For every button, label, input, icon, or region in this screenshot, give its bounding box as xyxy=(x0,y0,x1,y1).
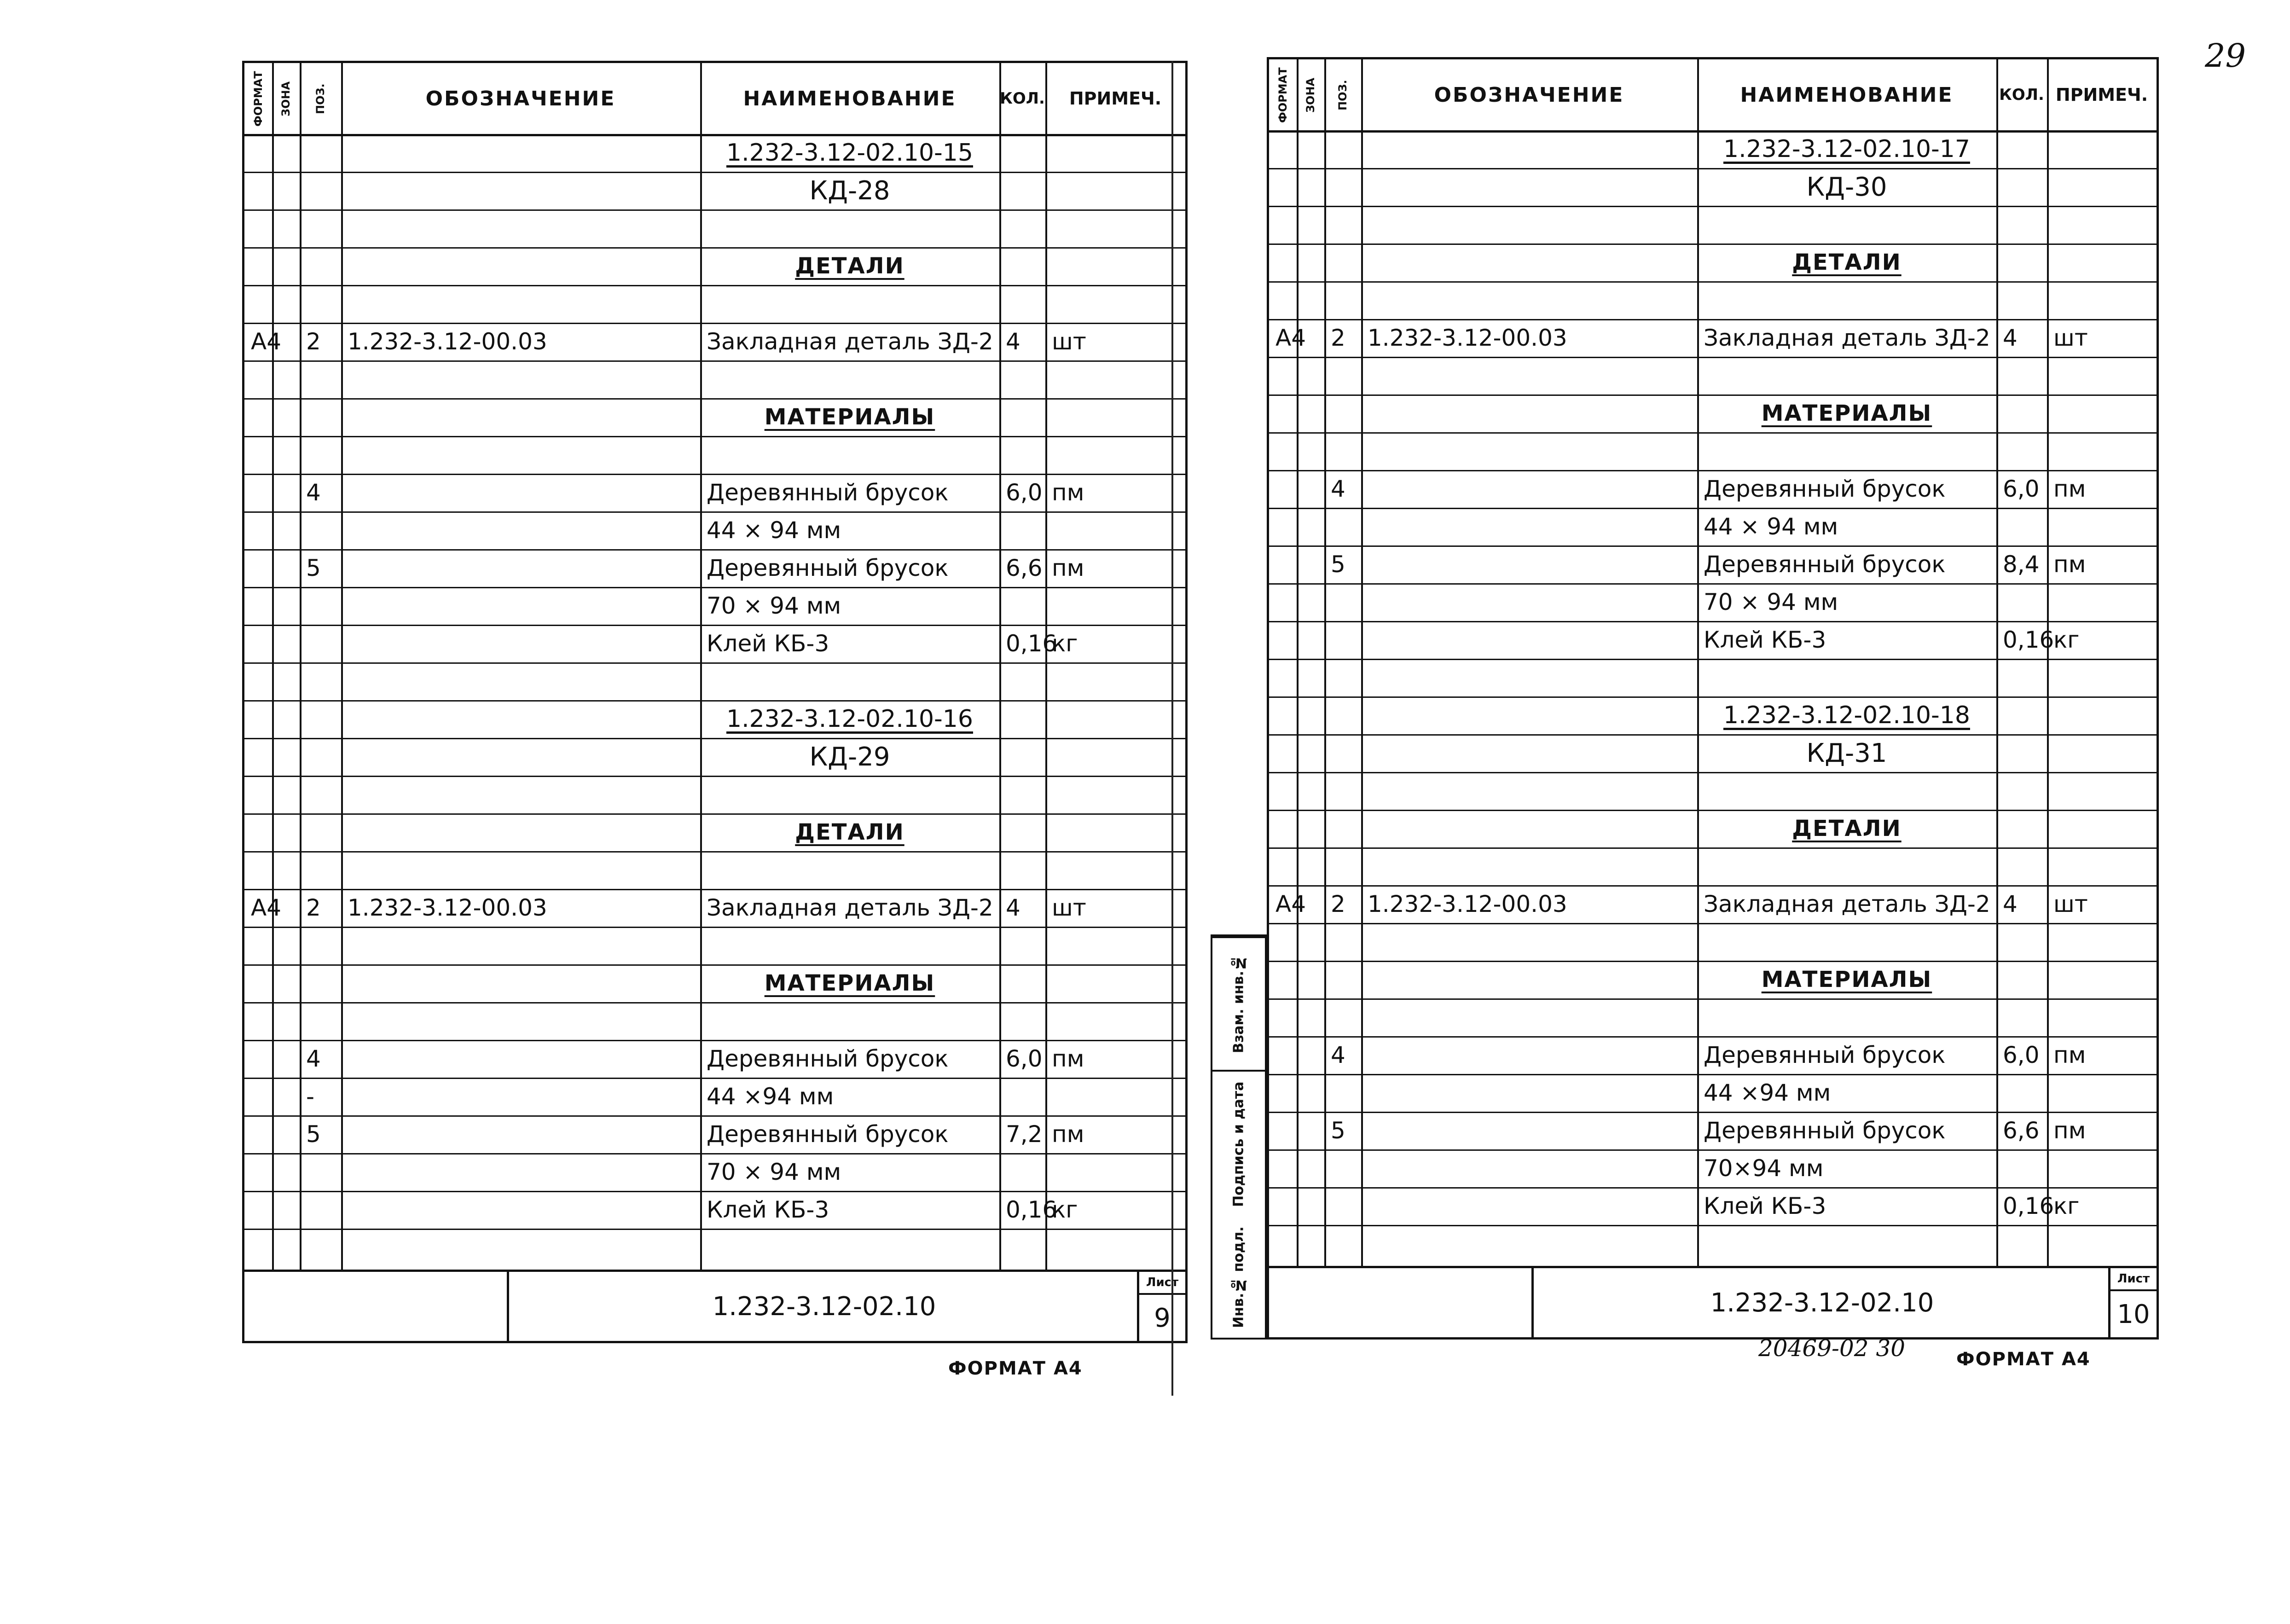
format-label-right: ФОРМАТ А4 xyxy=(1956,1349,2091,1370)
cell-pos: 2 xyxy=(306,894,321,921)
page-number: 29 xyxy=(2205,37,2246,75)
cell-name: 1.232-3.12-02.10-18 xyxy=(1723,702,1970,729)
approval-sidebar xyxy=(1211,934,1267,1340)
title-block xyxy=(1269,1266,2157,1337)
cell-qty: 6,0 xyxy=(2003,1042,2040,1068)
cell-designation: 1.232-3.12-00.03 xyxy=(348,894,547,921)
cell-name: КД-31 xyxy=(1806,738,1887,768)
cell-name: 1.232-3.12-02.10-17 xyxy=(1723,135,1970,163)
cell-note: пм xyxy=(1052,1045,1084,1072)
row-divider xyxy=(1269,659,2157,660)
cell-name: 70×94 мм xyxy=(1704,1155,1824,1182)
cell-qty: 0,16 xyxy=(2003,1193,2054,1219)
table-header xyxy=(244,63,1185,136)
cell-qty: 6,0 xyxy=(2003,476,2040,502)
cell-name: Деревянный брусок xyxy=(1704,551,1946,578)
cell-note: шт xyxy=(1052,328,1086,355)
cell-note: кг xyxy=(1052,630,1078,657)
cell-pos: 4 xyxy=(1331,476,1345,502)
cell-qty: 8,4 xyxy=(2003,551,2040,578)
cell-note: пм xyxy=(2053,476,2086,502)
row-divider xyxy=(1269,1225,2157,1226)
table-header xyxy=(1269,59,2157,133)
cell-name: Клей КБ-3 xyxy=(707,630,829,657)
cell-pos: 5 xyxy=(1331,551,1345,578)
cell-name: Деревянный брусок xyxy=(1704,1042,1946,1068)
row-divider xyxy=(1269,206,2157,207)
sidebar-label-3: Инв.№ подл. xyxy=(1230,1226,1247,1328)
cell-qty: 6,0 xyxy=(1006,479,1043,506)
cell-name: Закладная деталь ЗД-2 xyxy=(707,328,993,355)
cell-name: 1.232-3.12-02.10-15 xyxy=(726,139,973,167)
sheet-number: 10 xyxy=(2117,1299,2150,1329)
cell-qty: 4 xyxy=(1006,328,1020,355)
cell-qty: 4 xyxy=(2003,325,2018,351)
cell-designation: 1.232-3.12-00.03 xyxy=(1368,891,1567,917)
cell-qty: 7,2 xyxy=(1006,1121,1043,1148)
cell-note: кг xyxy=(1052,1196,1078,1223)
cell-name: ДЕТАЛИ xyxy=(1792,816,1902,841)
header-qty: КОЛ. xyxy=(1000,89,1045,108)
header-designation: ОБОЗНАЧЕНИЕ xyxy=(425,87,616,110)
cell-note: шт xyxy=(2053,891,2088,917)
cell-pos: 5 xyxy=(306,1121,321,1148)
cell-name: КД-30 xyxy=(1806,172,1887,202)
row-divider xyxy=(244,1002,1185,1003)
row-divider xyxy=(244,927,1185,928)
cell-name: Деревянный брусок xyxy=(707,555,949,581)
row-divider xyxy=(244,360,1185,362)
header-name: НАИМЕНОВАНИЕ xyxy=(743,87,957,110)
cell-note: пм xyxy=(1052,479,1084,506)
header-pos: ПОЗ. xyxy=(314,83,327,115)
cell-name: 70 × 94 мм xyxy=(707,1159,841,1185)
cell-qty: 0,16 xyxy=(1006,630,1057,657)
cell-name: ДЕТАЛИ xyxy=(1792,249,1902,275)
header-qty: КОЛ. xyxy=(1999,86,2044,104)
cell-name: КД-29 xyxy=(809,742,890,772)
row-divider xyxy=(1269,998,2157,1000)
cell-note: пм xyxy=(1052,555,1084,581)
header-pos: ПОЗ. xyxy=(1336,80,1349,111)
sheet-label: Лист xyxy=(2110,1268,2157,1291)
cell-name: МАТЕРИАЛЫ xyxy=(764,404,935,430)
format-label-left: ФОРМАТ А4 xyxy=(948,1358,1083,1379)
fold-divider xyxy=(1171,61,1173,1396)
cell-pos: 2 xyxy=(1331,325,1345,351)
cell-name: МАТЕРИАЛЫ xyxy=(1761,400,1932,426)
row-divider xyxy=(244,662,1185,664)
archive-number: 20469-02 30 xyxy=(1758,1335,1906,1362)
row-divider xyxy=(244,209,1185,211)
cell-name: Закладная деталь ЗД-2 xyxy=(1704,891,1990,917)
header-format: ФОРМАТ xyxy=(1276,67,1289,123)
sheet-number: 9 xyxy=(1154,1303,1171,1333)
cell-name: Клей КБ-3 xyxy=(707,1196,829,1223)
cell-qty: 4 xyxy=(1006,894,1020,921)
cell-pos: 5 xyxy=(1331,1117,1345,1144)
cell-qty: 6,0 xyxy=(1006,1045,1043,1072)
cell-name: МАТЕРИАЛЫ xyxy=(764,970,935,996)
spec-sheet-left xyxy=(242,61,1188,1343)
cell-qty: 0,16 xyxy=(2003,626,2054,653)
cell-name: Деревянный брусок xyxy=(707,1045,949,1072)
cell-qty: 6,6 xyxy=(2003,1117,2040,1144)
cell-pos: 4 xyxy=(306,479,321,506)
cell-name: 44 × 94 мм xyxy=(1704,513,1838,540)
document-code: 1.232-3.12-02.10 xyxy=(1710,1288,1934,1318)
cell-name: Деревянный брусок xyxy=(1704,476,1946,502)
cell-format: А4 xyxy=(1275,325,1306,351)
cell-format: А4 xyxy=(1275,891,1306,917)
cell-name: Деревянный брусок xyxy=(707,479,949,506)
cell-pos: 2 xyxy=(306,328,321,355)
cell-name: Закладная деталь ЗД-2 xyxy=(1704,325,1990,351)
title-block xyxy=(244,1270,1185,1341)
cell-note: кг xyxy=(2053,626,2080,653)
row-divider xyxy=(1269,357,2157,358)
cell-pos: 4 xyxy=(306,1045,321,1072)
header-zone: ЗОНА xyxy=(279,81,292,117)
cell-designation: 1.232-3.12-00.03 xyxy=(1368,325,1567,351)
header-note: ПРИМЕЧ. xyxy=(1069,88,1162,109)
cell-note: пм xyxy=(1052,1121,1084,1148)
header-zone: ЗОНА xyxy=(1304,77,1317,113)
row-divider xyxy=(244,436,1185,437)
cell-name: Клей КБ-3 xyxy=(1704,626,1826,653)
row-divider xyxy=(244,776,1185,777)
sheet-number-box xyxy=(2108,1268,2157,1337)
cell-qty: 0,16 xyxy=(1006,1196,1057,1223)
cell-pos: 2 xyxy=(1331,891,1345,917)
row-divider xyxy=(1269,432,2157,434)
cell-name: 44 ×94 мм xyxy=(1704,1079,1831,1106)
cell-pos: 4 xyxy=(1331,1042,1345,1068)
header-format: ФОРМАТ xyxy=(252,71,265,127)
sheet-number-box xyxy=(1137,1272,1185,1341)
cell-name: Деревянный брусок xyxy=(707,1121,949,1148)
sidebar-label-1: Взам. инв.№ xyxy=(1212,936,1265,1070)
cell-format: А4 xyxy=(251,328,282,355)
header-name: НАИМЕНОВАНИЕ xyxy=(1740,83,1954,107)
row-divider xyxy=(1269,923,2157,924)
cell-format: А4 xyxy=(251,894,282,921)
cell-name: ДЕТАЛИ xyxy=(795,253,904,279)
row-divider xyxy=(244,285,1185,286)
row-divider xyxy=(1269,281,2157,283)
spec-sheet-right xyxy=(1267,57,2159,1340)
cell-pos: 5 xyxy=(306,555,321,581)
cell-name: 44 ×94 мм xyxy=(707,1083,834,1110)
row-divider xyxy=(244,851,1185,853)
cell-name: ДЕТАЛИ xyxy=(795,819,904,845)
row-divider xyxy=(244,1229,1185,1230)
cell-name: КД-28 xyxy=(809,175,890,206)
sheet-label: Лист xyxy=(1139,1272,1185,1295)
cell-designation: 1.232-3.12-00.03 xyxy=(348,328,547,355)
cell-note: пм xyxy=(2053,1042,2086,1068)
cell-name: МАТЕРИАЛЫ xyxy=(1761,967,1932,992)
cell-note: шт xyxy=(1052,894,1086,921)
cell-pos: - xyxy=(306,1083,315,1110)
document-code: 1.232-3.12-02.10 xyxy=(712,1291,936,1322)
cell-name: 70 × 94 мм xyxy=(707,592,841,619)
cell-name: 1.232-3.12-02.10-16 xyxy=(726,705,973,733)
cell-qty: 6,6 xyxy=(1006,555,1043,581)
cell-name: 70 × 94 мм xyxy=(1704,589,1838,615)
row-divider xyxy=(1269,772,2157,773)
cell-note: пм xyxy=(2053,551,2086,578)
cell-note: пм xyxy=(2053,1117,2086,1144)
row-divider xyxy=(1269,847,2157,849)
cell-name: Клей КБ-3 xyxy=(1704,1193,1826,1219)
cell-qty: 4 xyxy=(2003,891,2018,917)
cell-name: Закладная деталь ЗД-2 xyxy=(707,894,993,921)
cell-name: Деревянный брусок xyxy=(1704,1117,1946,1144)
cell-note: шт xyxy=(2053,325,2088,351)
header-note: ПРИМЕЧ. xyxy=(2055,85,2148,105)
cell-name: 44 × 94 мм xyxy=(707,517,841,544)
header-designation: ОБОЗНАЧЕНИЕ xyxy=(1434,83,1624,107)
sidebar-label-2: Подпись и дата xyxy=(1212,1070,1265,1217)
cell-note: кг xyxy=(2053,1193,2080,1219)
